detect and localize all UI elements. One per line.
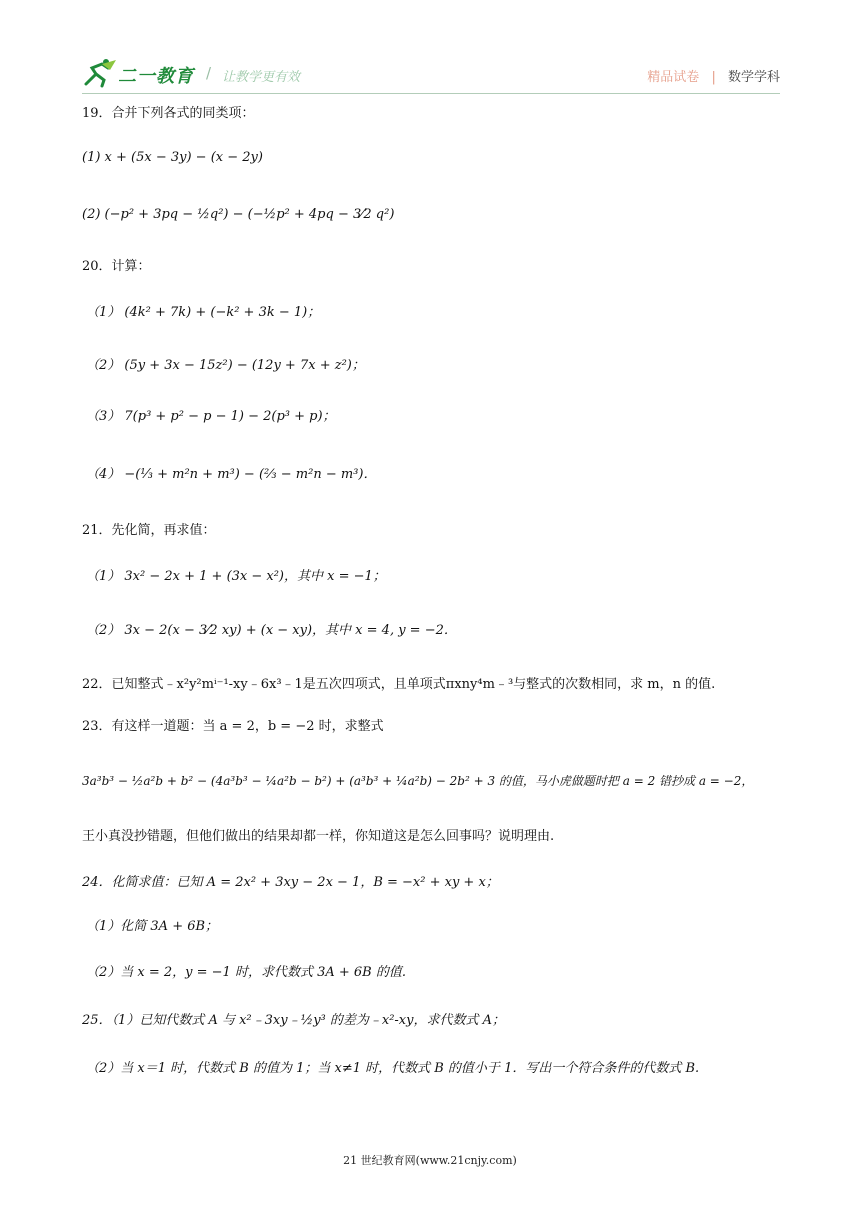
- header-slash: /: [206, 64, 212, 82]
- q23-line1: 23．有这样一道题：当 a = 2，b = −2 时，求整式: [82, 719, 384, 734]
- runner-logo-icon: [82, 58, 118, 88]
- brand-name: 二一教育: [118, 66, 194, 87]
- q24-title: 24．化简求值：已知 A = 2x² + 3xy − 2x − 1，B = −x² + xy + x；: [82, 875, 499, 890]
- brand-logo: [82, 58, 312, 90]
- header-label-quality: 精品试卷: [647, 70, 700, 85]
- q21-part2: （2） 3x − 2(x − 3⁄2 xy) + (x − xy)，其中 x = 4, y = −2．: [86, 623, 457, 638]
- q21-part1: （1） 3x² − 2x + 1 + (3x − x²)，其中 x = −1；: [86, 569, 386, 584]
- header-divider: [82, 93, 780, 94]
- page-header: [0, 0, 860, 100]
- q20-part4: （4） −(⅓ + m²n + m³) − (⅔ − m²n − m³)．: [86, 467, 377, 482]
- q19-title: 19．合并下列各式的同类项：: [82, 106, 255, 121]
- q20-part1: （1） (4k² + 7k) + (−k² + 3k − 1)；: [86, 305, 321, 320]
- brand-slogan: 让教学更有效: [222, 70, 301, 85]
- header-separator: |: [711, 70, 716, 85]
- q20-part2: （2） (5y + 3x − 15z²) − (12y + 7x + z²)；: [86, 358, 365, 373]
- q25-part1: 25．（1）已知代数式 A 与 x²﹣3xy﹣½y³ 的差为﹣x²-xy，求代数式 A；: [82, 1013, 506, 1028]
- q19-part1: (1) x + (5x − 3y) − (x − 2y): [82, 150, 263, 165]
- q21-title: 21．先化简，再求值：: [82, 523, 216, 538]
- q22-text: 22．已知整式﹣x²y²mⁱ⁻¹-xy﹣6x³﹣1是五次四项式，且单项式πxny⁴m﹣³与整式的次数相同，求 m，n 的值.: [82, 677, 716, 692]
- q23-line2: 3a³b³ − ½a²b + b² − (4a³b³ − ¼a²b − b²) + (a³b³ + ¼a²b) − 2b² + 3 的值，马小虎做题时把 a = 2 错抄成 a = −2，: [82, 774, 754, 788]
- q19-part2: (2) (−p² + 3pq − ½q²) − (−½p² + 4pq − 3⁄2 q²): [82, 207, 395, 222]
- header-label-subject: 数学学科: [727, 70, 780, 85]
- q23-line3: 王小真没抄错题，但他们做出的结果却都一样，你知道这是怎么回事吗？说明理由.: [82, 829, 555, 844]
- header-subject: [647, 66, 780, 85]
- q20-title: 20．计算：: [82, 259, 151, 274]
- q24-part1: （1）化简 3A + 6B；: [86, 919, 219, 934]
- page-footer: 21 世纪教育网(www.21cnjy.com): [343, 1154, 517, 1167]
- q24-part2: （2）当 x = 2，y = −1 时，求代数式 3A + 6B 的值.: [86, 965, 406, 980]
- q25-part2: （2）当 x＝1 时，代数式 B 的值为 1；当 x≠1 时，代数式 B 的值小于 1．写出一个符合条件的代数式 B.: [86, 1061, 700, 1076]
- q20-part3: （3） 7(p³ + p² − p − 1) − 2(p³ + p)；: [86, 409, 336, 424]
